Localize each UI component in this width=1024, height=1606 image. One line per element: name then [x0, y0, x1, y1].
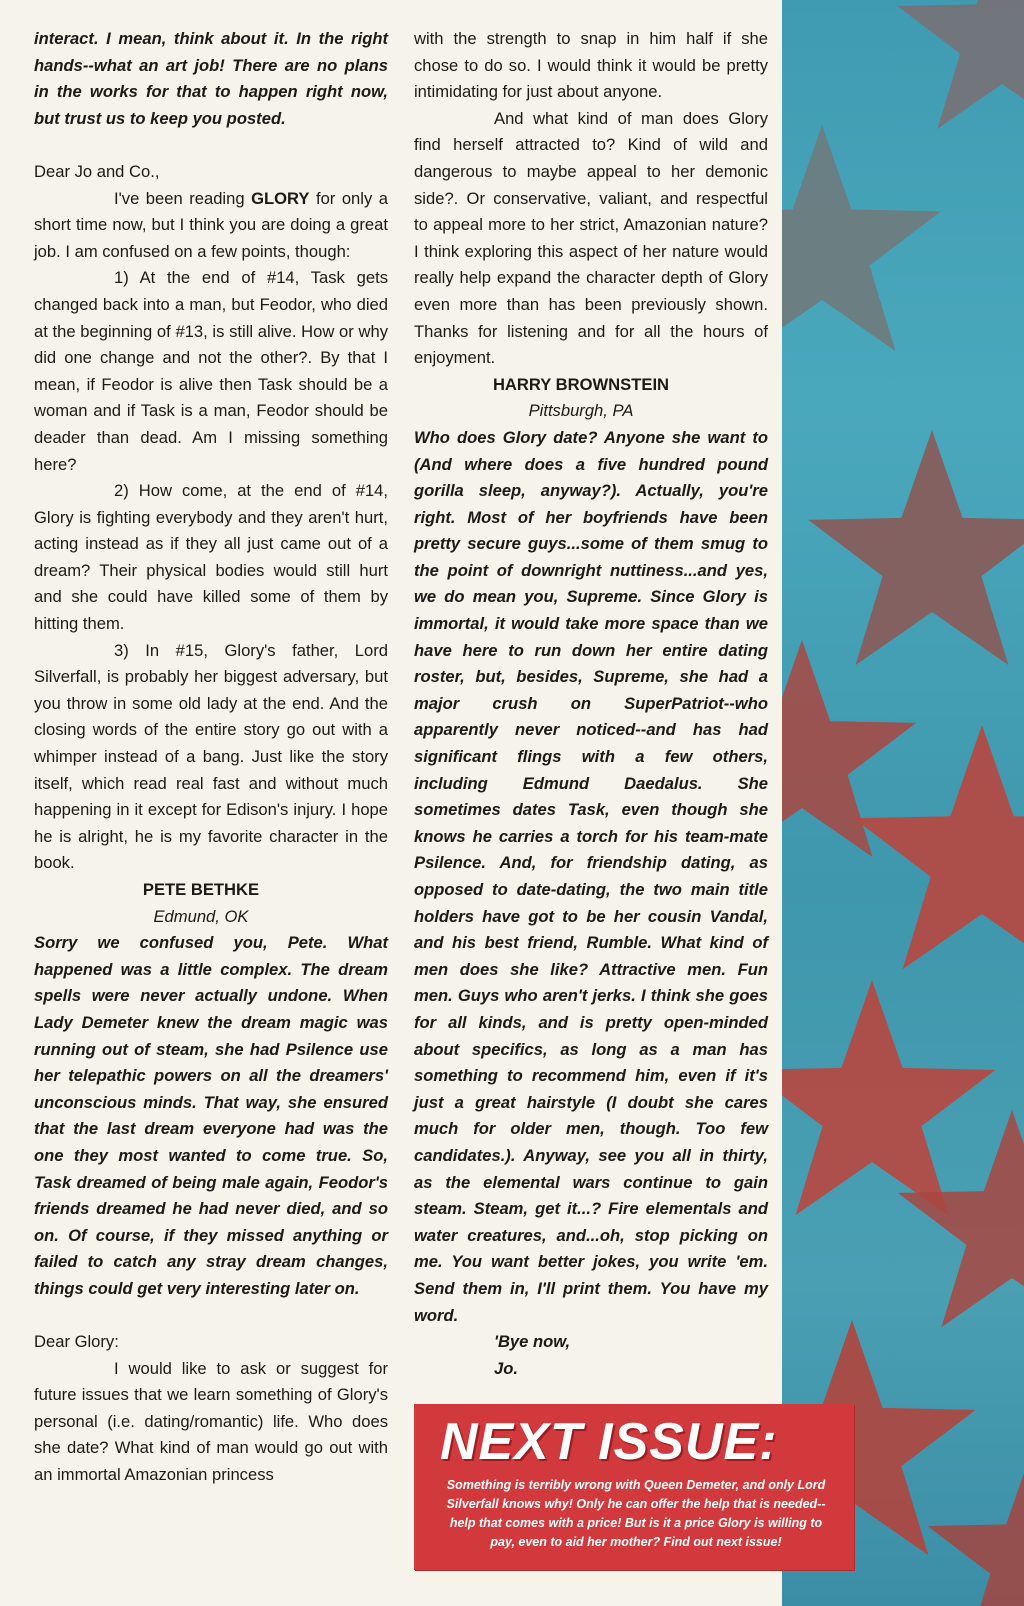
letter1-intro-post: for only a short time now, but I think you are doing a great job. I am confused on a few points, though: — [34, 188, 388, 261]
letter2-signature-location: Pittsburgh, PA — [528, 401, 634, 421]
letter1-intro-title: GLORY — [251, 188, 310, 208]
letter1-intro — [34, 186, 388, 266]
editor-signature: Jo. — [494, 1358, 518, 1378]
star-pattern — [782, 0, 1024, 1606]
middle-text-column — [414, 26, 768, 1382]
editor-reply-continued: interact. I mean, think about it. In the right hands--what an art job! There are no plans in the works for that to happen right now, but trust us to keep you posted. — [34, 29, 388, 128]
letter2-editor-reply: Who does Glory date? Anyone she want to (And where does a five hundred pound gorilla sleep, anyway?). Actually, you're right. Most of her boyfriends have been pretty secure guys...some of them smug to the point of downright nuttiness...and yes, we do mean you, Supreme. Since Glory is immortal, it would take more space than we have here to run down her entire dating roster, but, besides, Supreme, she had a major crush on SuperPatriot--who apparently never noticed--and has had significant flings with a few others, including Edmund Daedalus. She sometimes dates Task, even though she knows he carries a torch for his team-mate Psilence. And, for friendship dating, as opposed to date-dating, the two main title holders have got to be her cousin Vandal, and his best friend, Rumble. What kind of men does she like? Attractive men. Fun men. Guys who aren't jerks. I think she goes for all kinds, and is pretty open-minded about specifics, as long as a man has something to recommend him, even if it's just a great hairstyle (I doubt she cares much for older men, though. Too few candidates.). Anyway, see you all in thirty, as the elemental wars continue to gain steam. Steam, get it...? Fire elementals and water creatures, and...oh, stop picking on me. You want better jokes, you write 'em. Send them in, I'll print them. You have my word. — [414, 427, 768, 1325]
star-icon — [897, 0, 1024, 129]
letter1-point-2: 2) How come, at the end of #14, Glory is fighting everybody and they aren't hurt, acting instead as if they all just came out of a dream? Their physical bodies would still hurt and she could have killed some of them by hitting them. — [34, 481, 388, 634]
star-icon — [782, 980, 996, 1215]
editor-farewell: 'Bye now, — [494, 1332, 571, 1352]
letter1-editor-reply: Sorry we confused you, Pete. What happened was a little complex. The dream spells were never actually undone. When Lady Demeter knew the dream magic was running out of steam, she had Psilence use her telepathic powers on all the dreamers' unconscious minds. That way, she ensured that the last dream everyone had was the one they most wanted to come true. So, Task dreamed of being male again, Feodor's friends dreamed he had never died, and so on. Of course, if they missed anything or failed to catch any stray dream changes, things could get very interesting later on. — [34, 933, 388, 1298]
star-icon — [808, 430, 1024, 665]
star-icon — [782, 125, 941, 351]
letter1-point-1: 1) At the end of #14, Task gets changed back into a man, but Feodor, who died at the beginning of #13, is still alive. How or why did one change and not the other?. By that I mean, if Feodor is alive then Task should be a woman and if Task is a man, Feodor should be deader than dead. Am I missing something here? — [34, 268, 388, 474]
left-text-column — [34, 26, 388, 1489]
letter2-paragraph-2: And what kind of man does Glory find herself attracted to? Kind of wild and dangerous to maybe appeal to her demonic side?. Or conservative, valiant, and respectful to appeal more to her strict, Amazonian nature? I think exploring this aspect of her nature would really help expand the character depth of Glory even more than has been previously shown. Thanks for listening and for all the hours of enjoyment. — [414, 108, 768, 368]
star-icon — [927, 1450, 1024, 1606]
letter1-salutation: Dear Jo and Co., — [34, 161, 160, 181]
letter2-salutation: Dear Glory: — [34, 1332, 119, 1352]
letter2-body-start: I would like to ask or suggest for future issues that we learn something of Glory's personal (i.e. dating/romantic) life. Who does she date? What kind of man would go out with an immortal Amazonian princess — [34, 1358, 388, 1485]
next-issue-title: NEXT ISSUE: — [440, 1413, 778, 1471]
decorative-star-panel — [782, 0, 1024, 1606]
next-issue-blurb: Something is terribly wrong with Queen Demeter, and only Lord Silverfall knows why! Only he can offer the help that is needed--help that comes with a price! But is it a price Glory is willing to pay, even to aid her mother? Find out next issue! — [446, 1478, 826, 1549]
letter2-body-continued: with the strength to snap in him half if she chose to do so. I would think it would be pretty intimidating for just about anyone. — [414, 29, 768, 102]
letter1-signature-location: Edmund, OK — [153, 906, 249, 926]
letter1-signature-name: PETE BETHKE — [142, 880, 260, 899]
letter1-point-3: 3) In #15, Glory's father, Lord Silverfall, is probably her biggest adversary, but you throw in some old lady at the end. And the closing words of the entire story go out with a whimper instead of a bang. Just like the story itself, which read real fast and without much happening in it except for Edison's injury. I hope he is alright, he is my favorite character in the book. — [34, 640, 388, 873]
letter2-signature-name: HARRY BROWNSTEIN — [492, 374, 670, 394]
next-issue-box — [414, 1404, 854, 1570]
letter1-intro-pre: I've been reading — [114, 188, 252, 208]
star-icon — [854, 725, 1024, 969]
